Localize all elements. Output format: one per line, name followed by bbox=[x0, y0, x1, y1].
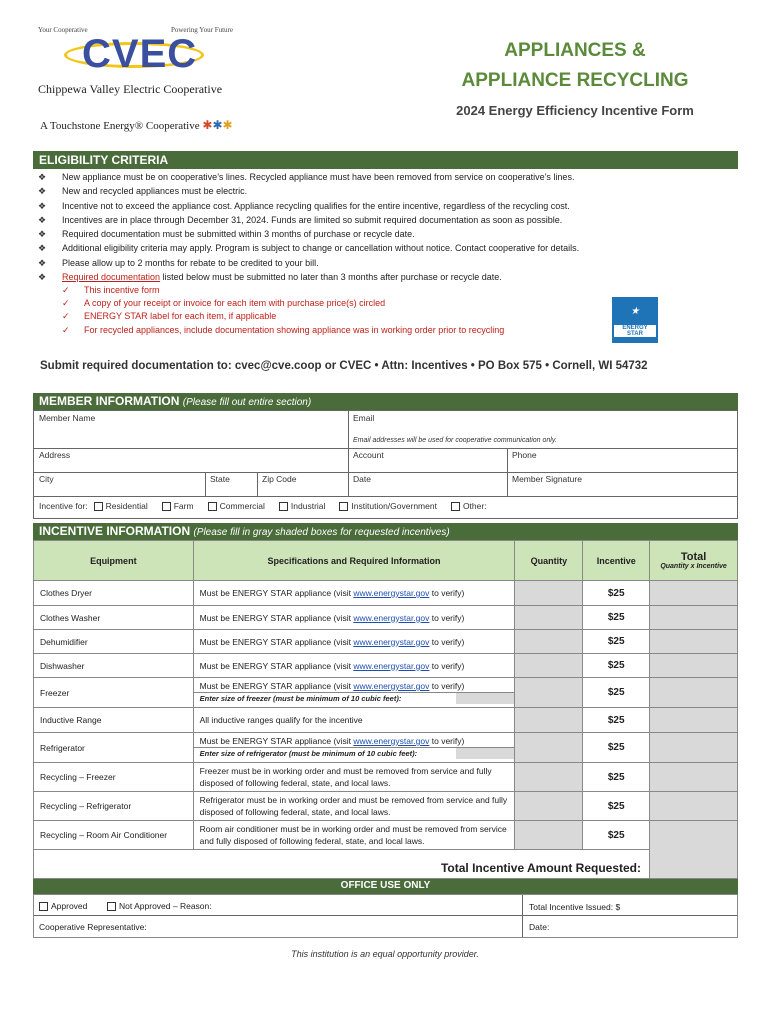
col-total: Total Quantity x Incentive bbox=[650, 541, 738, 581]
office-section bbox=[33, 894, 738, 938]
diamond-bullet-icon: ❖ bbox=[38, 214, 47, 225]
page-subtitle: 2024 Energy Efficiency Incentive Form bbox=[456, 103, 694, 118]
quantity-input[interactable] bbox=[515, 630, 583, 654]
submit-instructions: Submit required documentation to: cvec@cve.coop or CVEC • Attn: Incentives • PO Box 575 • Cornell, WI 54732 bbox=[40, 360, 648, 372]
type-residential[interactable]: Residential bbox=[94, 501, 148, 517]
diamond-bullet-icon: ❖ bbox=[38, 229, 47, 240]
quantity-input[interactable] bbox=[515, 821, 583, 850]
logo-full-name: Chippewa Valley Electric Cooperative bbox=[38, 82, 223, 96]
diamond-bullet-icon: ❖ bbox=[38, 172, 47, 182]
col-equipment: Equipment bbox=[34, 541, 194, 581]
table-row: Refrigerator Must be ENERGY STAR appliance (visit www.energystar.gov to verify) Enter size of refrigerator (must be minimum of 10 cubic feet): $25 bbox=[34, 733, 738, 763]
required-docs-list: ✓ This incentive form ✓ A copy of your receipt or invoice for each item with purchase price(s) circled ✓ ENERGY STAR label for each item, if applicable ✓ For recycled appliances, include documentation showing appliance was in working order prior to recycling bbox=[62, 284, 504, 337]
logo-tag-right: Powering Your Future bbox=[170, 26, 233, 34]
date-field[interactable]: Date bbox=[353, 474, 371, 484]
freezer-size-input[interactable] bbox=[456, 693, 515, 704]
checkbox-icon bbox=[39, 902, 48, 911]
quantity-input[interactable] bbox=[515, 708, 583, 733]
table-row: Dishwasher Must be ENERGY STAR appliance (visit www.energystar.gov to verify) $25 bbox=[34, 654, 738, 678]
diamond-bullet-icon: ❖ bbox=[38, 186, 47, 197]
page-title: APPLIANCES & APPLIANCE RECYCLING bbox=[461, 40, 689, 91]
account-field[interactable]: Account bbox=[353, 450, 384, 460]
energy-star-icon: ★ bbox=[630, 306, 640, 317]
quantity-input[interactable] bbox=[515, 792, 583, 821]
list-item: ❖ Additional eligibility criteria may apply. Program is subject to change or cancellation without notice. Contact cooperative for details. bbox=[38, 241, 738, 255]
table-row: Freezer Must be ENERGY STAR appliance (visit www.energystar.gov to verify) Enter size of freezer (must be minimum of 10 cubic feet): $25 bbox=[34, 678, 738, 708]
total-requested-label: Total Incentive Amount Requested: bbox=[33, 847, 738, 879]
type-institution[interactable]: Institution/Government bbox=[339, 501, 437, 517]
total-issued-field[interactable]: Total Incentive Issued: $ bbox=[529, 902, 621, 912]
table-row: Recycling – Freezer Freezer must be in working order and must be removed from service and fully disposed of following federal, state, and local laws. $25 bbox=[34, 763, 738, 792]
diamond-bullet-icon: ❖ bbox=[38, 257, 47, 268]
checkbox-icon bbox=[208, 502, 217, 511]
member-name-field[interactable]: Member Name bbox=[39, 413, 96, 423]
checkbox-icon bbox=[94, 502, 103, 511]
office-heading: OFFICE USE ONLY bbox=[33, 879, 738, 894]
touchstone-label: A Touchstone Energy® Cooperative ✱✱✱ bbox=[40, 118, 233, 132]
col-specs: Specifications and Required Information bbox=[193, 541, 515, 581]
diamond-bullet-icon: ❖ bbox=[38, 272, 47, 283]
total-input[interactable] bbox=[650, 733, 738, 763]
member-form bbox=[33, 410, 738, 519]
total-input[interactable] bbox=[650, 792, 738, 821]
total-input[interactable] bbox=[650, 708, 738, 733]
eligibility-heading: ELIGIBILITY CRITERIA bbox=[33, 151, 738, 169]
table-row: Inductive Range All inductive ranges qualify for the incentive $25 bbox=[34, 708, 738, 733]
required-doc-link[interactable]: Required documentation bbox=[62, 272, 161, 283]
rep-field[interactable]: Cooperative Representative: bbox=[39, 922, 147, 932]
checkbox-icon bbox=[339, 502, 348, 511]
checkbox-icon bbox=[162, 502, 171, 511]
checkmark-icon: ✓ bbox=[62, 324, 70, 335]
email-field[interactable]: Email Email addresses will be used for cooperative communication only. bbox=[348, 411, 737, 448]
checkbox-icon bbox=[279, 502, 288, 511]
approved-option[interactable]: Approved bbox=[34, 899, 92, 913]
table-row: Clothes Dryer Must be ENERGY STAR appliance (visit www.energystar.gov to verify) $25 bbox=[34, 581, 738, 606]
diamond-bullet-icon: ❖ bbox=[38, 243, 47, 254]
footer-text: This institution is an equal opportunity provider. bbox=[291, 949, 479, 959]
quantity-input[interactable] bbox=[515, 606, 583, 630]
list-item: ❖ Incentive not to exceed the appliance cost. Appliance recycling qualifies for the entire incentive, regardless of the recycling cost. bbox=[38, 199, 738, 213]
logo-tag-left: Your Cooperative bbox=[38, 26, 88, 34]
total-requested-input[interactable] bbox=[649, 847, 737, 878]
list-item: ❖ Incentives are in place through December 31, 2024. Funds are limited so submit required documentation as soon as possible. bbox=[38, 213, 738, 227]
total-input[interactable] bbox=[650, 654, 738, 678]
state-field[interactable]: State bbox=[210, 474, 230, 484]
address-field[interactable]: Address bbox=[39, 450, 71, 460]
signature-field[interactable]: Member Signature bbox=[512, 474, 582, 484]
checkbox-icon bbox=[107, 902, 116, 911]
quantity-input[interactable] bbox=[515, 581, 583, 606]
total-input[interactable] bbox=[650, 821, 738, 850]
table-row: Recycling – Room Air Conditioner Room air conditioner must be in working order and must be removed from service and fully disposed of following federal, state, and local laws. $25 bbox=[34, 821, 738, 850]
quantity-input[interactable] bbox=[515, 733, 583, 763]
total-input[interactable] bbox=[650, 606, 738, 630]
cvec-logo bbox=[38, 26, 233, 106]
not-approved-option[interactable]: Not Approved – Reason: bbox=[102, 899, 217, 913]
diamond-bullet-icon: ❖ bbox=[38, 200, 47, 211]
city-field[interactable]: City bbox=[39, 474, 54, 484]
quantity-input[interactable] bbox=[515, 654, 583, 678]
incentive-table bbox=[33, 540, 738, 850]
logo-name: CVEC bbox=[82, 32, 198, 76]
type-other[interactable]: Other: bbox=[451, 501, 487, 517]
checkmark-icon: ✓ bbox=[62, 285, 70, 295]
list-item: ❖ Please allow up to 2 months for rebate to be credited to your bill. bbox=[38, 256, 738, 270]
type-commercial[interactable]: Commercial bbox=[208, 501, 265, 517]
col-quantity: Quantity bbox=[515, 541, 583, 581]
total-input[interactable] bbox=[650, 581, 738, 606]
list-item: ❖ New appliance must be on cooperative’s lines. Recycled appliance must have been removed from service on cooperative’s lines. bbox=[38, 170, 738, 184]
table-row: Dehumidifier Must be ENERGY STAR appliance (visit www.energystar.gov to verify) $25 bbox=[34, 630, 738, 654]
touchstone-people-icon: ✱ bbox=[202, 118, 213, 132]
list-item: ❖ New and recycled appliances must be electric. bbox=[38, 184, 738, 198]
eligibility-list bbox=[38, 170, 738, 284]
phone-field[interactable]: Phone bbox=[512, 450, 537, 460]
type-industrial[interactable]: Industrial bbox=[279, 501, 326, 517]
total-input[interactable] bbox=[650, 630, 738, 654]
quantity-input[interactable] bbox=[515, 763, 583, 792]
table-row: Clothes Washer Must be ENERGY STAR appliance (visit www.energystar.gov to verify) $25 bbox=[34, 606, 738, 630]
zip-field[interactable]: Zip Code bbox=[262, 474, 297, 484]
member-heading: MEMBER INFORMATION (Please fill out entire section) bbox=[33, 393, 738, 410]
checkmark-icon: ✓ bbox=[62, 311, 70, 322]
email-note: Email addresses will be used for cooperative communication only. bbox=[353, 437, 557, 444]
refrigerator-size-input[interactable] bbox=[456, 748, 515, 759]
list-item: ❖ Required documentation listed below must be submitted no later than 3 months after purchase or recycle date. bbox=[38, 270, 738, 284]
quantity-input[interactable] bbox=[515, 678, 583, 708]
total-input[interactable] bbox=[650, 763, 738, 792]
incentive-heading: INCENTIVE INFORMATION (Please fill in gray shaded boxes for requested incentives) bbox=[33, 523, 738, 540]
checkbox-icon bbox=[451, 502, 460, 511]
col-incentive: Incentive bbox=[583, 541, 650, 581]
checkmark-icon: ✓ bbox=[62, 298, 70, 309]
type-farm[interactable]: Farm bbox=[162, 501, 194, 517]
total-input[interactable] bbox=[650, 678, 738, 708]
energy-star-logo: ★ ENERGY STAR bbox=[612, 297, 658, 343]
incentive-type-row: Incentive for: Residential Farm Commercial Industrial Institution/Government Other: bbox=[34, 499, 737, 519]
office-date-field[interactable]: Date: bbox=[529, 922, 550, 932]
table-row: Recycling – Refrigerator Refrigerator must be in working order and must be removed from service and fully disposed of following federal, state, and local laws. $25 bbox=[34, 792, 738, 821]
list-item: ❖ Required documentation must be submitted within 3 months of purchase or recycle date. bbox=[38, 227, 738, 241]
